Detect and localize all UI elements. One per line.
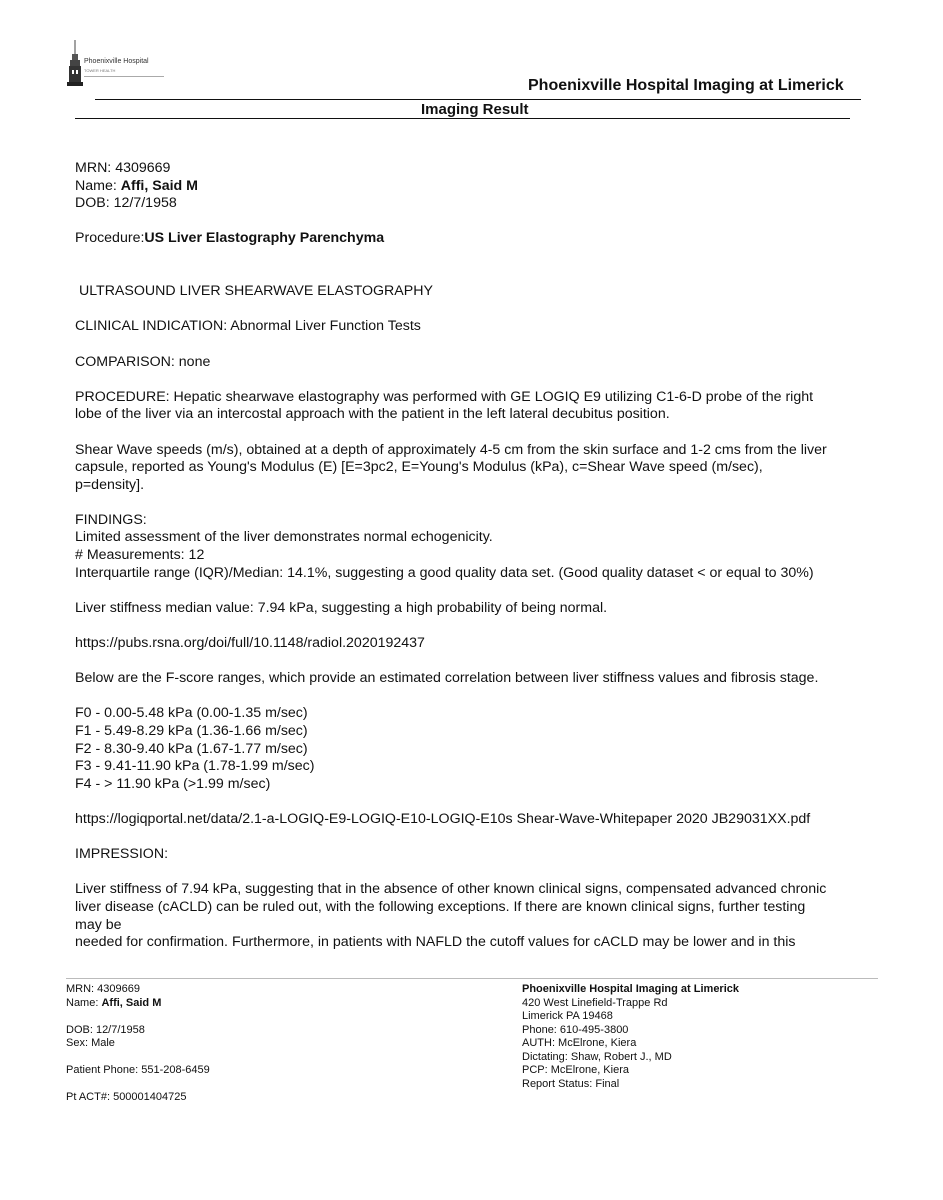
fscore-range: F3 - 9.41-11.90 kPa (1.78-1.99 m/sec) — [75, 758, 315, 775]
footer-patient-info — [66, 983, 366, 1105]
procedure-text-line: lobe of the liver via an intercostal approach with the patient in the left lateral decubitus position. — [75, 406, 670, 423]
footer-auth: AUTH: McElrone, Kiera — [522, 1037, 637, 1049]
fscore-range: F1 - 5.49-8.29 kPa (1.36-1.66 m/sec) — [75, 723, 308, 739]
patient-name: Name: Affi, Said M — [75, 177, 198, 194]
footer-dob: DOB: 12/7/1958 — [66, 1023, 145, 1036]
fscore-range: F4 - > 11.90 kPa (>1.99 m/sec) — [75, 775, 271, 792]
hospital-tower-icon — [66, 40, 84, 92]
footer-pcp: PCP: McElrone, Kiera — [522, 1064, 629, 1076]
footer-dictating: Dictating: Shaw, Robert J., MD — [522, 1050, 672, 1063]
comparison: COMPARISON: none — [75, 353, 211, 370]
hospital-logo — [66, 40, 176, 92]
fscore-intro: Below are the F-score ranges, which provide an estimated correlation between liver stiffness values and fibrosis stage. — [75, 670, 819, 687]
reference-link: https://logiqportal.net/data/2.1-a-LOGIQ-E9-LOGIQ-E10-LOGIQ-E10s Shear-Wave-Whitepaper 2020 JB29031XX.pdf — [75, 810, 811, 827]
footer-address-line1: 420 West Linefield-Trappe Rd — [522, 996, 668, 1009]
footer-rule — [66, 978, 878, 979]
procedure-name: Procedure:US Liver Elastography Parenchyma — [75, 230, 385, 247]
reference-link: https://pubs.rsna.org/doi/full/10.1148/radiol.2020192437 — [75, 635, 425, 652]
facility-header: Phoenixville Hospital Imaging at Limerick — [528, 77, 844, 94]
footer-facility-phone: Phone: 610-495-3800 — [522, 1023, 629, 1036]
header-top-rule — [95, 99, 861, 100]
header-bottom-rule — [75, 118, 850, 119]
procedure-text-line: PROCEDURE: Hepatic shearwave elastography was performed with GE LOGIQ E9 utilizing C1-6-D probe of the right — [75, 388, 814, 405]
logo-subtitle: TOWER HEALTH — [84, 68, 116, 73]
footer-sex: Sex: Male — [66, 1037, 115, 1049]
shear-wave-line: Shear Wave speeds (m/s), obtained at a depth of approximately 4-5 cm from the skin surface and 1-2 cms from the liver — [75, 441, 827, 458]
fscore-range: F0 - 0.00-5.48 kPa (0.00-1.35 m/sec) — [75, 705, 308, 722]
footer-mrn: MRN: 4309669 — [66, 983, 140, 995]
logo-divider — [84, 76, 164, 77]
exam-title: ULTRASOUND LIVER SHEARWAVE ELASTOGRAPHY — [75, 283, 433, 300]
patient-dob: DOB: 12/7/1958 — [75, 195, 177, 212]
patient-mrn: MRN: 4309669 — [75, 160, 171, 176]
footer-report-status: Report Status: Final — [522, 1077, 620, 1090]
clinical-indication: CLINICAL INDICATION: Abnormal Liver Function Tests — [75, 318, 421, 335]
footer-name: Name: Affi, Said M — [66, 996, 162, 1009]
impression-line: may be — [75, 916, 122, 933]
findings-line: Limited assessment of the liver demonstrates normal echogenicity. — [75, 529, 493, 546]
footer-account: Pt ACT#: 500001404725 — [66, 1091, 187, 1103]
footer-phone: Patient Phone: 551-208-6459 — [66, 1064, 210, 1076]
findings-heading: FINDINGS: — [75, 511, 147, 528]
footer-address-line2: Limerick PA 19468 — [522, 1010, 613, 1022]
findings-line: # Measurements: 12 — [75, 547, 205, 564]
impression-line: liver disease (cACLD) can be ruled out, with the following exceptions. If there are known clinical signs, further testing — [75, 898, 806, 915]
impression-line: needed for confirmation. Furthermore, in patients with NAFLD the cutoff values for cACLD may be lower and in this — [75, 934, 796, 951]
footer-facility: Phoenixville Hospital Imaging at Limerick — [522, 983, 740, 995]
shear-wave-line: capsule, reported as Young's Modulus (E) [E=3pc2, E=Young's Modulus (kPa), c=Shear Wave speed (m/sec), — [75, 459, 763, 476]
findings-line: Interquartile range (IQR)/Median: 14.1%, suggesting a good quality data set. (Good quality dataset < or equal to 30%) — [75, 564, 814, 581]
fscore-range: F2 - 8.30-9.40 kPa (1.67-1.77 m/sec) — [75, 740, 308, 757]
impression-heading: IMPRESSION: — [75, 846, 169, 863]
logo-name: Phoenixville Hospital — [84, 58, 149, 65]
document-title: Imaging Result — [421, 101, 529, 118]
footer-facility-info — [522, 983, 852, 1091]
shear-wave-line: p=density]. — [75, 476, 145, 493]
stiffness-value: Liver stiffness median value: 7.94 kPa, suggesting a high probability of being normal. — [75, 599, 608, 616]
report-body — [75, 160, 893, 952]
impression-line: Liver stiffness of 7.94 kPa, suggesting that in the absence of other known clinical signs, compensated advanced chronic — [75, 881, 827, 898]
